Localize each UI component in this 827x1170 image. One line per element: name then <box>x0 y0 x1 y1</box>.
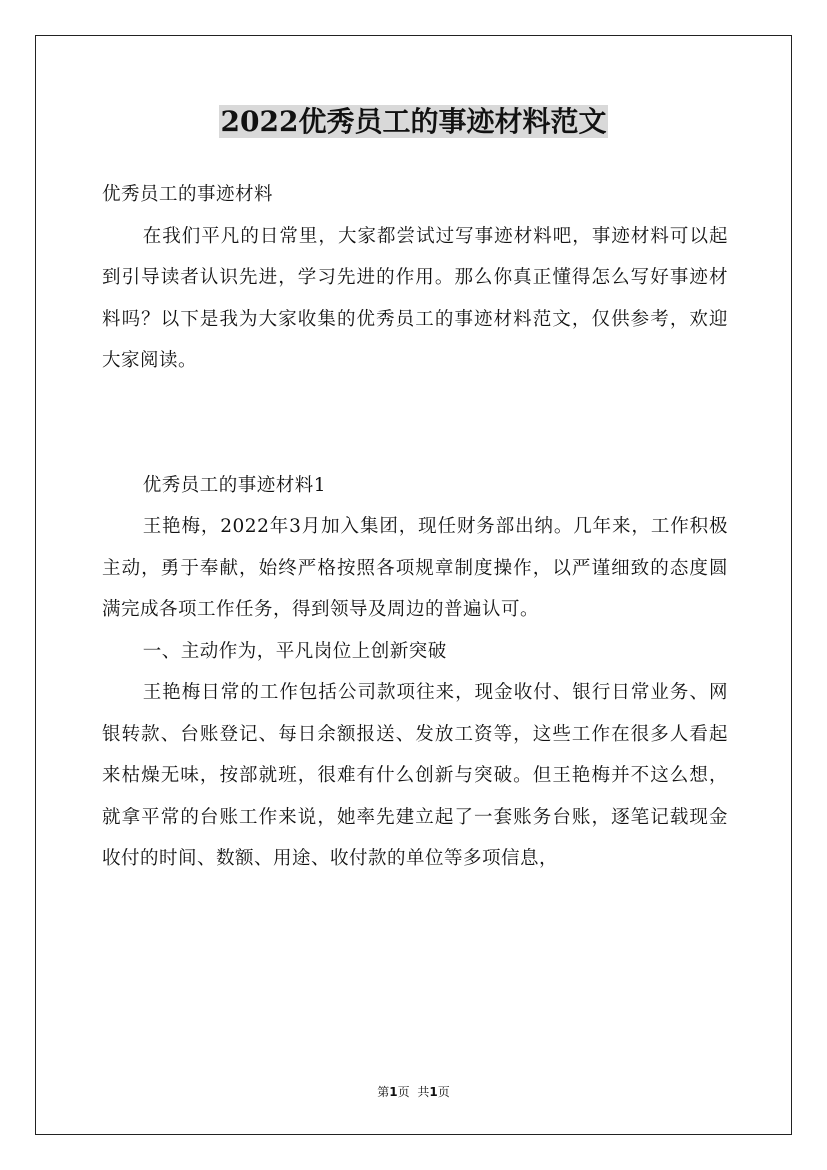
footer-total-prefix: 共 <box>417 1085 430 1099</box>
footer-page-number: 1 <box>389 1085 398 1099</box>
document-body <box>102 174 728 880</box>
subsection-heading: 一、主动作为，平凡岗位上创新突破 <box>142 640 447 662</box>
intro-paragraph: 在我们平凡的日常里，大家都尝试过写事迹材料吧，事迹材料可以起到引导读者认识先进，学习先进的作用。那么你真正懂得怎么写好事迹材料吗？以下是我为大家收集的优秀员工的事迹材料范文，仅供参考，欢迎大家阅读。 <box>102 225 728 371</box>
document-subtitle: 优秀员工的事迹材料 <box>102 184 274 205</box>
footer-total-pages: 1 <box>429 1085 438 1099</box>
paragraph-spacer <box>102 382 728 465</box>
footer-total-unit: 页 <box>437 1085 450 1099</box>
footer-prefix: 第 <box>377 1085 390 1099</box>
body-paragraph: 王艳梅，2022年3月加入集团，现任财务部出纳。几年来，工作积极主动，勇于奉献，始终严格按照各项规章制度操作，以严谨细致的态度圆满完成各项工作任务，得到领导及周边的普遍认可。 <box>102 516 728 620</box>
document-title: 2022优秀员工的事迹材料范文 <box>220 105 607 138</box>
footer-page-unit: 页 <box>397 1085 410 1099</box>
body-paragraph: 王艳梅日常的工作包括公司款项往来，现金收付、银行日常业务、网银转款、台账登记、每日余额报送、发放工资等，这些工作在很多人看起来枯燥无味，按部就班，很难有什么创新与突破。但王艳梅并不这么想，就拿平常的台账工作来说，她率先建立起了一套账务台账，逐笔记载现金收付的时间、数额、用途、收付款的单位等多项信息， <box>102 682 728 869</box>
section-heading: 优秀员工的事迹材料1 <box>142 474 326 496</box>
page-footer <box>0 1082 827 1102</box>
